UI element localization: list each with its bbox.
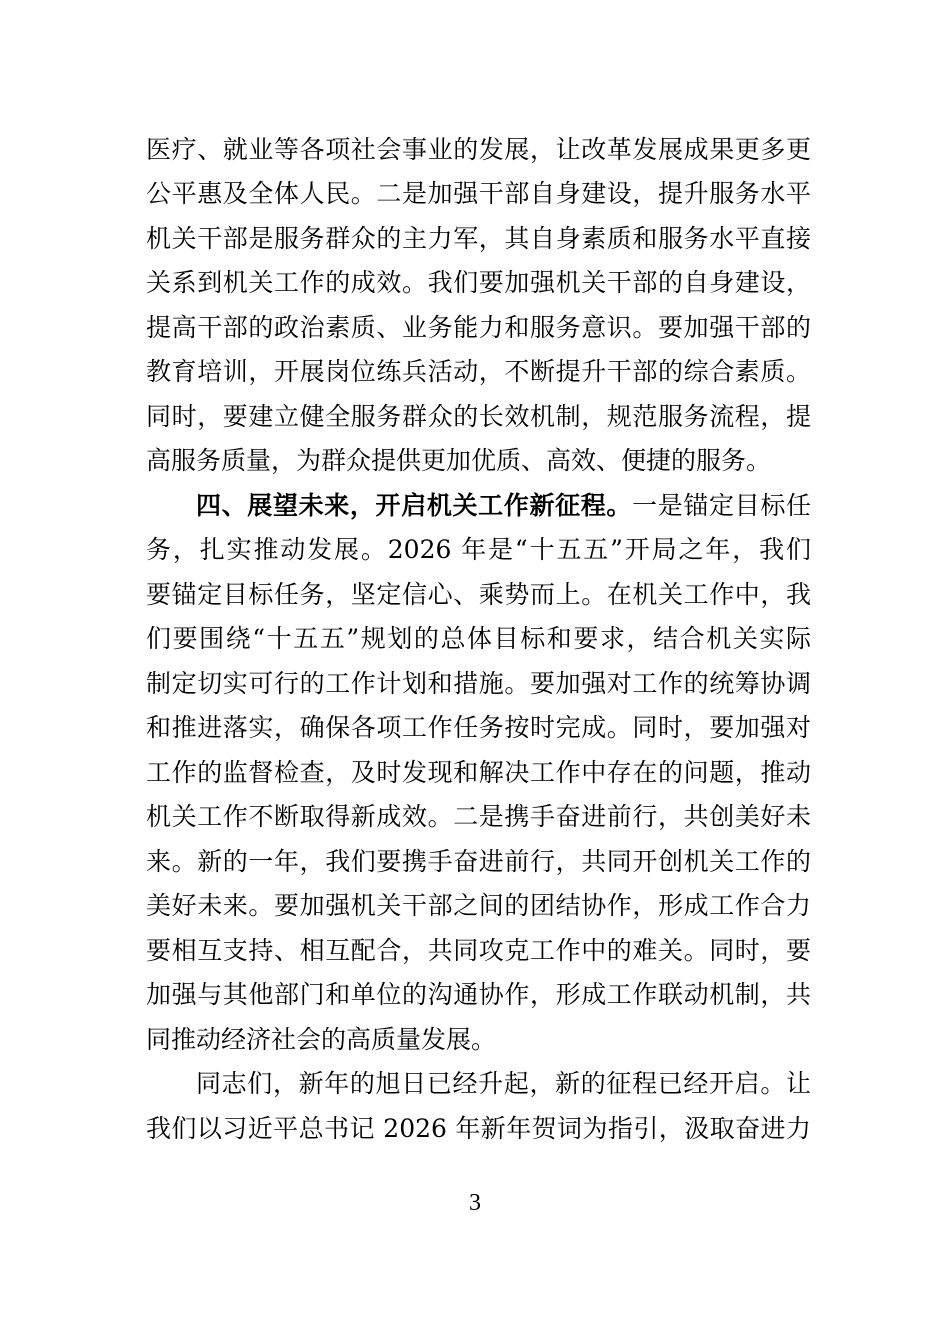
text-line: 和推进落实，确保各项工作任务按时完成。同时，要加强对 [146,713,811,742]
text-line: 同时，要建立健全服务群众的长效机制，规范服务流程，提 [146,402,811,431]
text-line: 制定切实可行的工作计划和措施。要加强对工作的统筹协调 [146,669,811,698]
text-line: 机关干部是服务群众的主力军，其自身素质和服务水平直接 [146,224,811,253]
text-line: 同志们，新年的旭日已经升起，新的征程已经开启。让 [196,1069,811,1098]
text-line: 务，扎实推动发展。2026 年是“十五五”开局之年，我们 [146,535,811,564]
page-number: 3 [469,1190,481,1216]
text-line: 机关工作不断取得新成效。二是携手奋进前行，共创美好未 [146,802,811,831]
text-line: 要锚定目标任务，坚定信心、乘势而上。在机关工作中，我 [146,580,811,609]
text-line: 关系到机关工作的成效。我们要加强机关干部的自身建设， [146,268,811,297]
text-line: 来。新的一年，我们要携手奋进前行，共同开创机关工作的 [146,847,811,876]
text-line: 美好未来。要加强机关干部之间的团结协作，形成工作合力 [146,891,811,920]
text-line: 加强与其他部门和单位的沟通协作，形成工作联动机制，共 [146,980,811,1009]
text-line: 公平惠及全体人民。二是加强干部自身建设，提升服务水平 [146,179,811,208]
text-line: 教育培训，开展岗位练兵活动，不断提升干部的综合素质。 [146,357,811,386]
section-heading: 四、展望未来，开启机关工作新征程。 [196,491,633,520]
text-line: 医疗、就业等各项社会事业的发展，让改革发展成果更多更 [146,135,811,164]
text-line: 我们以习近平总书记 2026 年新年贺词为指引，汲取奋进力 [146,1114,811,1143]
text-line: 提高干部的政治素质、业务能力和服务意识。要加强干部的 [146,313,811,342]
text-line: 要相互支持、相互配合，共同攻克工作中的难关。同时，要 [146,936,811,965]
text-line: 们要围绕“十五五”规划的总体目标和要求，结合机关实际 [146,624,811,653]
text-line: 工作的监督检查，及时发现和解决工作中存在的问题，推动 [146,758,811,787]
section-heading-rest: 一是锚定目标任 [632,491,811,520]
text-line: 同推动经济社会的高质量发展。 [146,1025,497,1054]
section-heading-line [196,489,811,523]
text-line: 高服务质量，为群众提供更加优质、高效、便捷的服务。 [146,446,772,475]
